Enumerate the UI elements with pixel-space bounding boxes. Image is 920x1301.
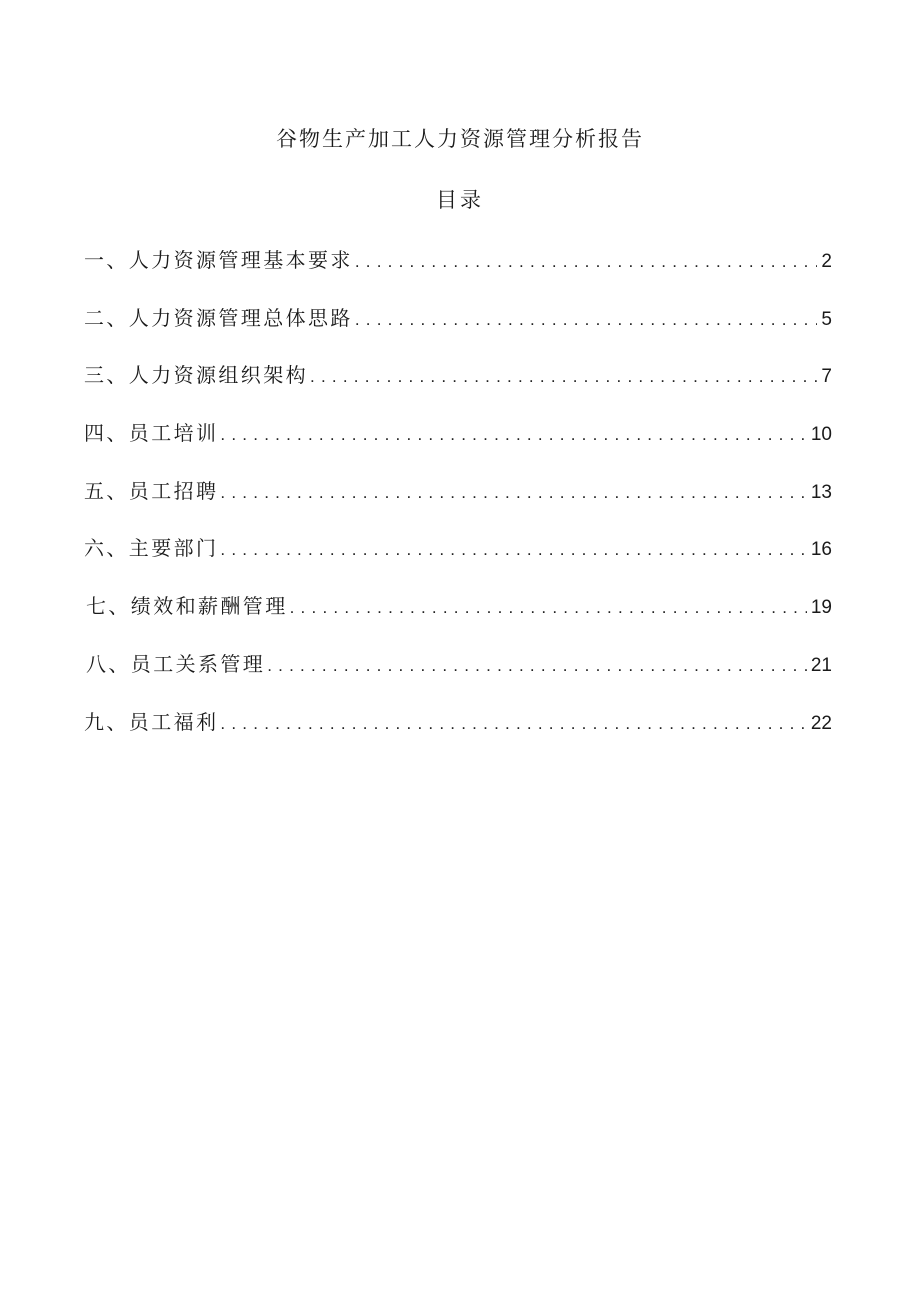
toc-entry[interactable] — [84, 358, 832, 416]
toc-dot-leader — [220, 707, 806, 741]
toc-entry-page-number: 21 — [810, 654, 832, 676]
toc-entry-label: 五、员工招聘 — [84, 478, 219, 503]
toc-entry-label: 六、主要部门 — [84, 536, 219, 561]
toc-entry-page-number: 16 — [810, 539, 832, 561]
toc-entry-page-number: 13 — [810, 481, 832, 503]
toc-entry-page-number: 5 — [821, 308, 832, 330]
toc-entry-label: 九、员工福利 — [84, 709, 219, 734]
toc-entry[interactable] — [84, 416, 832, 474]
toc-entry[interactable] — [84, 589, 832, 647]
toc-entry-page-number: 2 — [821, 251, 832, 272]
toc-heading: 目录 — [436, 188, 484, 212]
toc-entry[interactable] — [84, 531, 832, 589]
toc-entry-label: 三、人力资源组织架构 — [84, 363, 308, 388]
toc-dot-leader — [355, 245, 818, 279]
toc-dot-leader — [267, 649, 807, 683]
toc-entry[interactable] — [84, 243, 832, 301]
toc-entry-page-number: 19 — [810, 597, 832, 619]
toc-entry-label: 七、绩效和薪酬管理 — [86, 594, 288, 619]
toc-dot-leader — [220, 418, 806, 452]
document-title: 谷物生产加工人力资源管理分析报告 — [276, 127, 644, 151]
toc-entry-page-number: 10 — [810, 424, 832, 446]
toc-entry-page-number: 22 — [810, 712, 832, 734]
toc-dot-leader — [220, 476, 806, 510]
toc-entry-label: 四、员工培训 — [84, 421, 219, 446]
toc-entry-label: 一、人力资源管理基本要求 — [84, 248, 353, 272]
toc-dot-leader — [290, 591, 807, 625]
toc-entry[interactable] — [84, 301, 832, 359]
table-of-contents — [84, 243, 832, 762]
toc-dot-leader — [310, 360, 817, 394]
toc-entry-label: 二、人力资源管理总体思路 — [84, 305, 353, 330]
toc-dot-leader — [355, 303, 818, 337]
toc-dot-leader — [220, 533, 806, 567]
toc-entry[interactable] — [84, 705, 832, 763]
toc-entry-page-number: 7 — [821, 366, 832, 388]
toc-entry[interactable] — [84, 647, 832, 705]
toc-entry[interactable] — [84, 474, 832, 532]
toc-entry-label: 八、员工关系管理 — [86, 651, 266, 676]
